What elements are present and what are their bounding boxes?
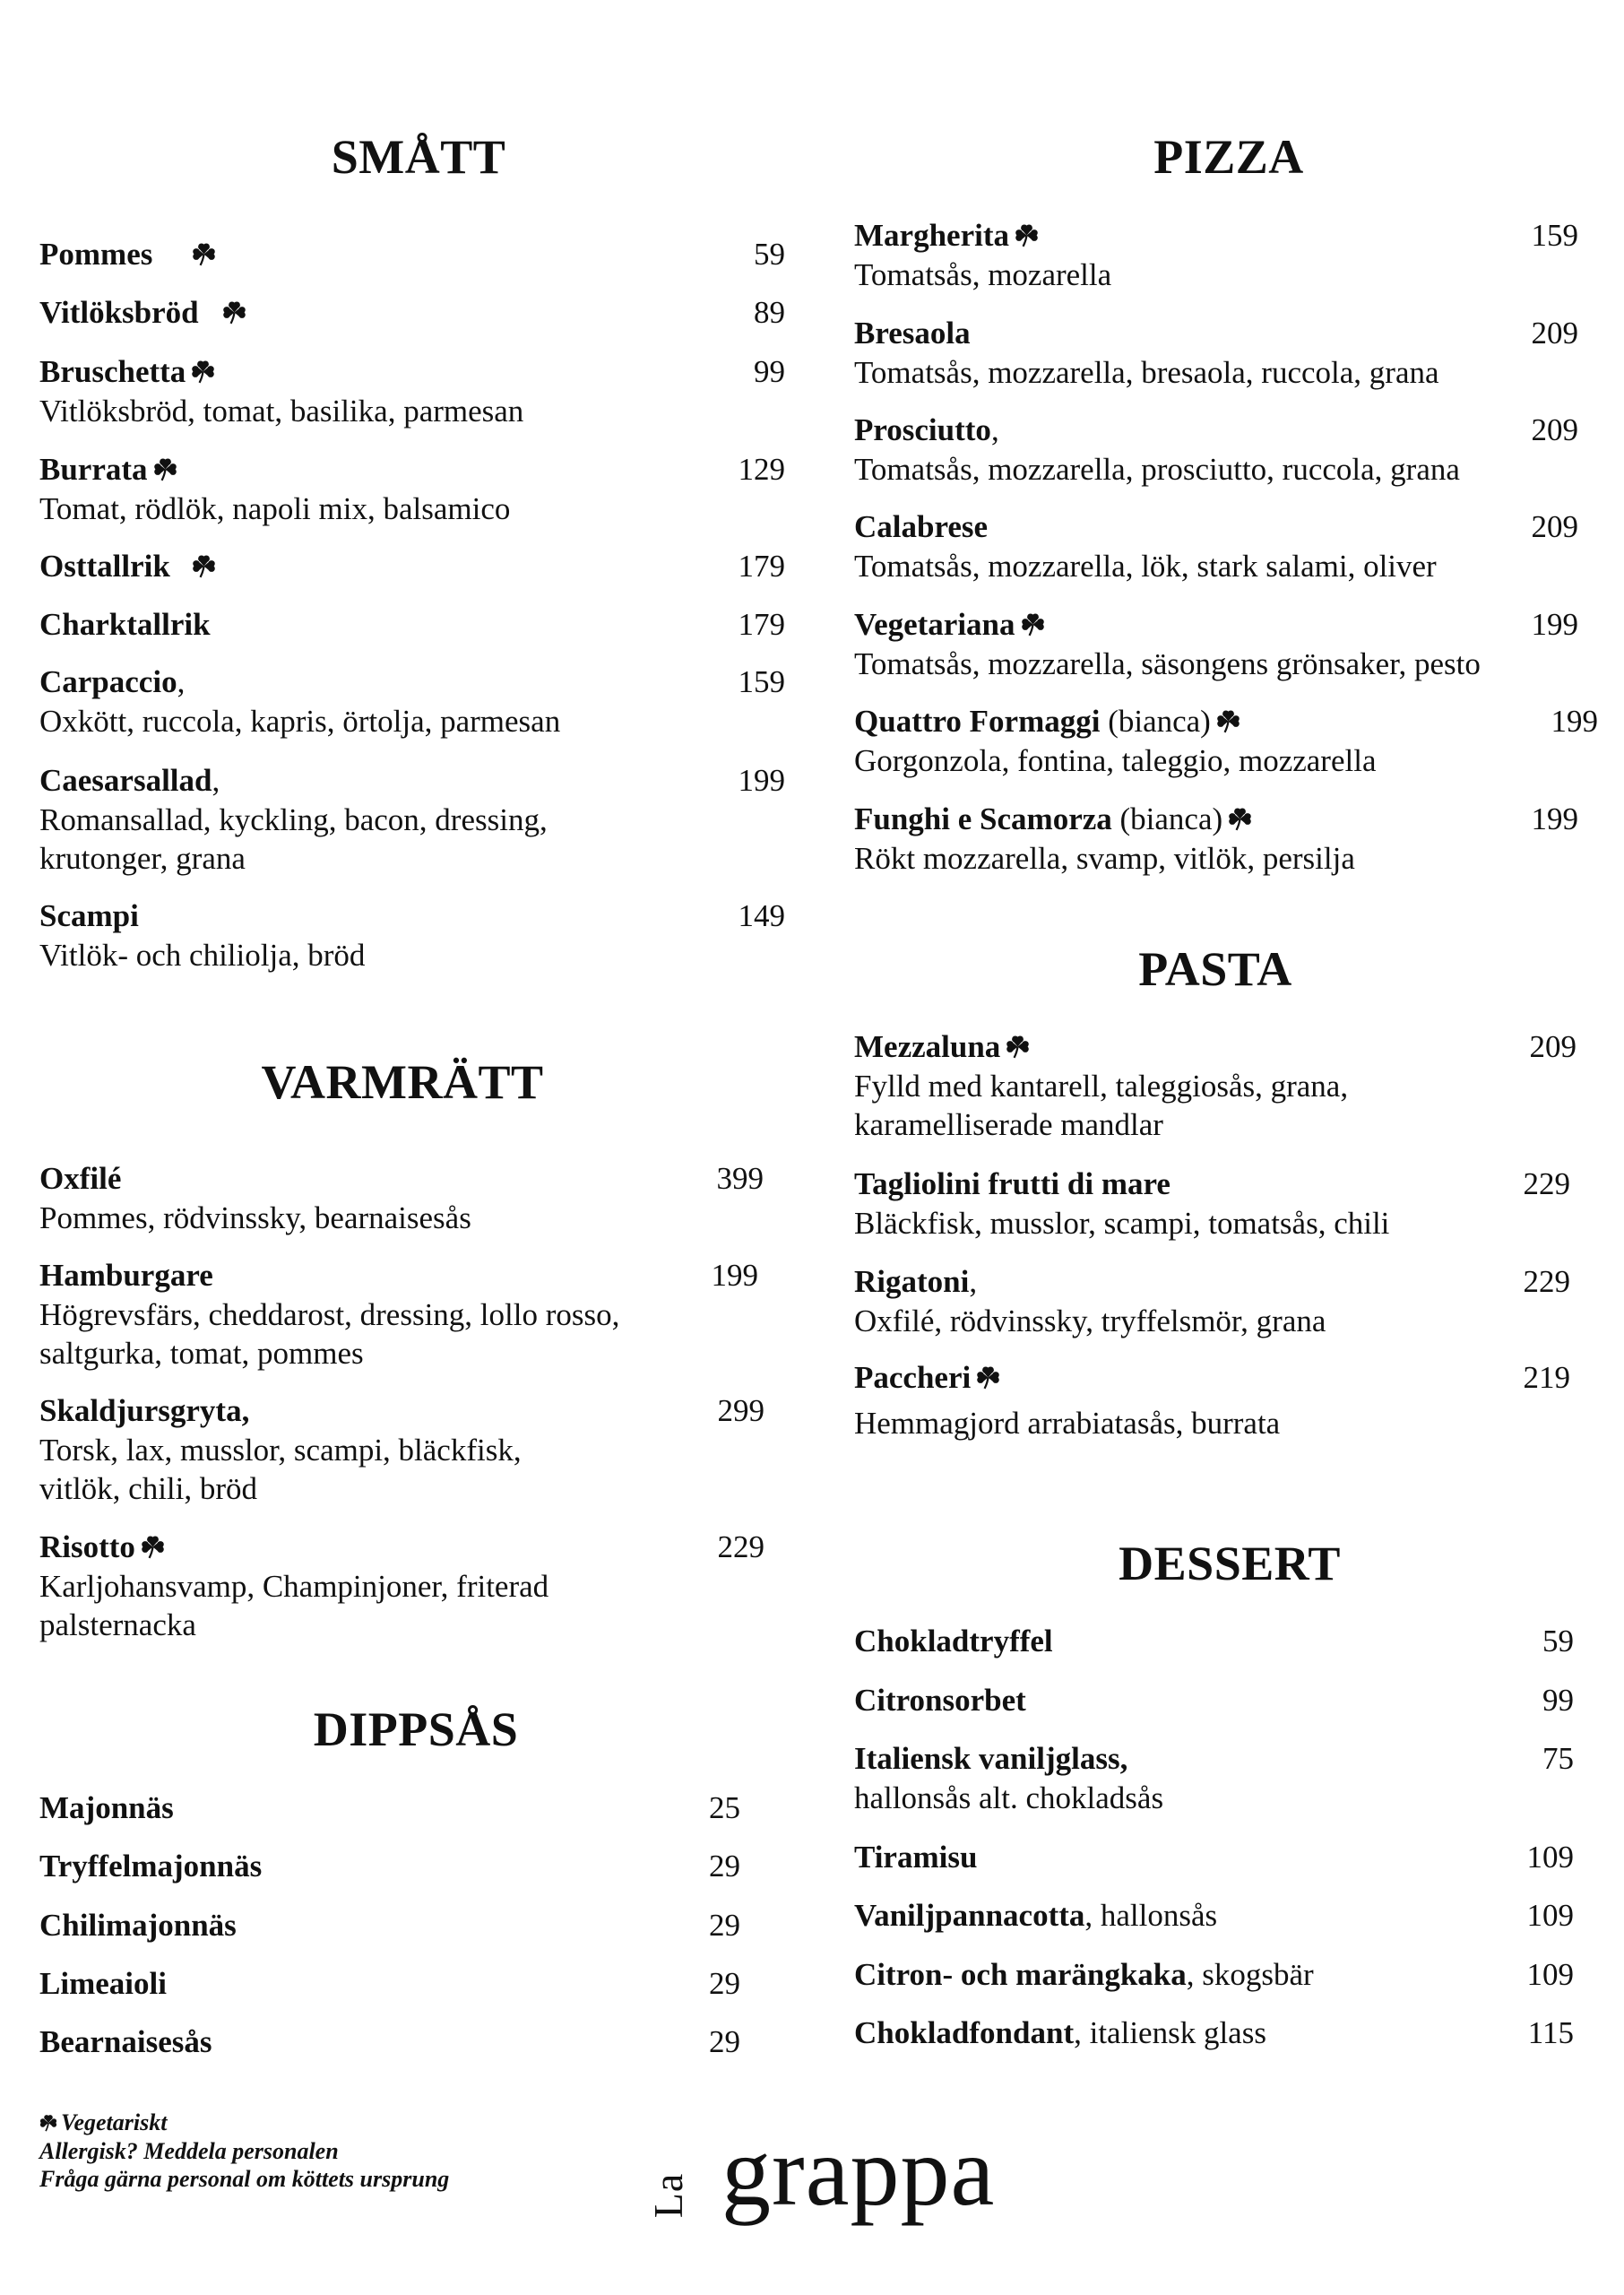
menu-item-chokladfondant: [854, 2014, 1574, 2053]
item-price: 59: [1542, 1624, 1574, 1658]
item-name: Chilimajonnäs: [39, 1908, 237, 1943]
item-name: Rigatoni: [854, 1264, 970, 1299]
item-description: Högrevsfärs, cheddarost, dressing, lollo rosso,: [39, 1296, 620, 1332]
menu-item-margherita: [854, 216, 1578, 294]
item-description: Bläckfisk, musslor, scampi, tomatsås, chili: [854, 1205, 1390, 1241]
vegetarian-clover-icon: [1015, 223, 1039, 247]
menu-item-charktallrik: [39, 605, 785, 645]
menu-item-vitloksbrod: [39, 293, 785, 333]
item-price: 209: [1531, 509, 1578, 544]
item-description: Karljohansvamp, Champinjoner, friterad: [39, 1568, 549, 1604]
item-name: Citron- och marängkaka: [854, 1957, 1187, 1992]
item-price: 149: [738, 898, 785, 933]
item-name: Limeaioli: [39, 1966, 167, 2001]
item-name: Italiensk vaniljglass,: [854, 1741, 1128, 1776]
menu-item-calabrese: [854, 507, 1578, 585]
item-price: 99: [754, 354, 785, 389]
menu-item-prosciutto: [854, 411, 1578, 489]
item-name: Carpaccio: [39, 664, 177, 699]
item-price: 199: [1551, 704, 1598, 739]
item-price: 199: [738, 763, 785, 798]
item-name: Burrata: [39, 452, 148, 487]
item-name: Funghi e Scamorza: [854, 801, 1112, 836]
item-price: 99: [1542, 1683, 1574, 1718]
item-price: 209: [1531, 316, 1578, 351]
item-name: Tagliolini frutti di mare: [854, 1166, 1170, 1201]
menu-item-vegetariana: [854, 605, 1578, 683]
item-description: Pommes, rödvinssky, bearnaisesås: [39, 1199, 471, 1235]
section-title-pizza: PIZZA: [1153, 130, 1304, 184]
item-price: 109: [1526, 1898, 1574, 1933]
item-description: Tomatsås, mozzarella, bresaola, ruccola, grana: [854, 354, 1439, 390]
menu-item-bearnaisesas: [39, 2022, 740, 2062]
item-name-suffix: , italiensk glass: [1074, 2015, 1266, 2050]
item-name-suffix: (bianca): [1111, 801, 1223, 836]
item-description: Tomatsås, mozzarella, lök, stark salami, oliver: [854, 548, 1437, 584]
menu-item-chilimajonnas: [39, 1906, 740, 1945]
menu-item-burrata: [39, 450, 785, 528]
item-name-suffix: ,: [969, 1264, 978, 1299]
meat-origin-note: Fråga gärna personal om köttets ursprung: [39, 2166, 450, 2192]
item-description: saltgurka, tomat, pommes: [39, 1336, 364, 1371]
item-price: 179: [738, 549, 785, 584]
item-price: 209: [1531, 412, 1578, 447]
vegetarian-clover-icon: [192, 554, 216, 578]
item-name: Prosciutto: [854, 412, 991, 447]
item-name: Bresaola: [854, 316, 971, 351]
menu-item-skaldjursgryta: [39, 1391, 764, 1509]
vegetarian-clover-icon: [1228, 807, 1252, 831]
item-name: Quattro Formaggi: [854, 704, 1101, 739]
menu-item-quattro-formaggi: [854, 702, 1598, 780]
item-name: Charktallrik: [39, 607, 211, 642]
item-price: 229: [1523, 1264, 1570, 1299]
item-description: Tomatsås, mozzarella, säsongens grönsaker, pesto: [854, 645, 1481, 681]
item-description: vitlök, chili, bröd: [39, 1471, 258, 1506]
item-price: 89: [754, 295, 785, 330]
menu-item-mezzaluna: [854, 1027, 1576, 1145]
item-name: Hamburgare: [39, 1258, 213, 1293]
menu-item-tagliolini: [854, 1165, 1570, 1243]
menu-item-tiramisu: [854, 1838, 1574, 1877]
section-title-pasta: PASTA: [1138, 942, 1292, 996]
vegetarian-clover-icon: [191, 359, 215, 384]
menu-item-paccheri: [854, 1358, 1570, 1442]
item-description: Tomatsås, mozzarella, prosciutto, ruccola, grana: [854, 451, 1460, 487]
item-price: 399: [716, 1161, 764, 1196]
menu-item-tryffelmajonnas: [39, 1847, 740, 1886]
item-name-suffix: (bianca): [1100, 704, 1211, 739]
menu-item-citronsorbet: [854, 1681, 1574, 1720]
menu-item-bresaola: [854, 314, 1578, 392]
vegetarian-clover-icon: [39, 2114, 57, 2132]
item-description: Vitlök- och chiliolja, bröd: [39, 937, 366, 973]
vegetarian-clover-icon: [1006, 1035, 1030, 1059]
item-name-suffix: , skogsbär: [1186, 1957, 1314, 1992]
item-name: Bruschetta: [39, 354, 186, 389]
item-name: Chokladtryffel: [854, 1624, 1053, 1658]
item-description: karamelliserade mandlar: [854, 1107, 1163, 1142]
legend-vegetarian: [39, 2109, 449, 2137]
item-name-suffix: ,: [990, 412, 999, 447]
item-description: Gorgonzola, fontina, taleggio, mozzarella: [854, 742, 1377, 778]
item-name: Skaldjursgryta,: [39, 1393, 250, 1428]
item-name: Oxfilé: [39, 1161, 122, 1196]
menu-item-limeaioli: [39, 1964, 740, 2004]
menu-item-bruschetta: [39, 352, 785, 430]
item-price: 29: [709, 2024, 740, 2059]
menu-item-funghi-e-scamorza: [854, 800, 1578, 878]
menu-item-osttallrik: [39, 547, 785, 586]
item-description: Vitlöksbröd, tomat, basilika, parmesan: [39, 393, 524, 429]
menu-item-oxfile: [39, 1159, 764, 1237]
item-description: Tomatsås, mozarella: [854, 256, 1112, 292]
item-description: Torsk, lax, musslor, scampi, bläckfisk,: [39, 1432, 522, 1468]
item-price: 199: [1531, 801, 1578, 836]
item-name: Chokladfondant: [854, 2015, 1075, 2050]
item-name: Bearnaisesås: [39, 2024, 212, 2059]
menu-item-citron-och-marangkaka: [854, 1955, 1574, 1995]
item-description: Romansallad, kyckling, bacon, dressing,: [39, 801, 548, 837]
menu-item-risotto: [39, 1528, 764, 1645]
vegetarian-clover-icon: [1216, 709, 1240, 733]
menu-item-hamburgare: [39, 1256, 758, 1373]
item-price: 159: [1531, 218, 1578, 253]
item-description: Oxkött, ruccola, kapris, örtolja, parmesan: [39, 703, 561, 739]
item-price: 199: [1531, 607, 1578, 642]
item-name-suffix: ,: [212, 763, 220, 798]
menu-item-carpaccio: [39, 663, 785, 740]
item-price: 199: [711, 1258, 758, 1293]
item-price: 229: [1523, 1166, 1570, 1201]
menu-item-majonnas: [39, 1788, 740, 1828]
item-description: palsternacka: [39, 1607, 196, 1642]
item-price: 129: [738, 452, 785, 487]
menu-item-caesarsallad: [39, 761, 785, 879]
item-price: 229: [717, 1529, 764, 1564]
item-price: 75: [1542, 1741, 1574, 1776]
section-title-smatt: SMÅTT: [331, 130, 506, 184]
menu-item-pommes: [39, 235, 785, 274]
item-description: Tomat, rödlök, napoli mix, balsamico: [39, 490, 511, 526]
item-description: Rökt mozzarella, svamp, vitlök, persilja: [854, 840, 1355, 876]
item-price: 109: [1526, 1957, 1574, 1992]
vegetarian-clover-icon: [141, 1535, 165, 1559]
item-name: Risotto: [39, 1529, 135, 1564]
item-price: 25: [709, 1790, 740, 1825]
item-description: krutonger, grana: [39, 841, 246, 876]
item-price: 109: [1526, 1840, 1574, 1875]
item-name: Margherita: [854, 218, 1009, 253]
item-name-suffix: ,: [177, 664, 186, 699]
item-name: Osttallrik: [39, 549, 170, 584]
item-description: Oxfilé, rödvinssky, tryffelsmör, grana: [854, 1303, 1326, 1338]
item-name: Tiramisu: [854, 1840, 978, 1875]
item-name: Majonnäs: [39, 1790, 174, 1825]
item-price: 29: [709, 1849, 740, 1884]
item-price: 209: [1529, 1029, 1576, 1064]
item-price: 29: [709, 1908, 740, 1943]
legend-vegetarian-label: Vegetariskt: [61, 2109, 168, 2135]
item-name: Scampi: [39, 898, 139, 933]
item-name: Paccheri: [854, 1360, 972, 1395]
item-name: Mezzaluna: [854, 1029, 1001, 1064]
item-price: 179: [738, 607, 785, 642]
item-price: 59: [754, 237, 785, 272]
footnote: [39, 2109, 449, 2194]
item-name: Pommes: [39, 237, 153, 272]
menu-item-vaniljpannacotta: [854, 1896, 1574, 1936]
vegetarian-clover-icon: [976, 1365, 1000, 1390]
item-name: Citronsorbet: [854, 1683, 1026, 1718]
logo-name: grappa: [721, 2117, 996, 2226]
vegetarian-clover-icon: [1021, 612, 1045, 637]
item-name: Tryffelmajonnäs: [39, 1849, 263, 1884]
menu-item-chokladtryffel: [854, 1622, 1574, 1661]
item-price: 159: [738, 664, 785, 699]
item-price: 115: [1527, 2015, 1574, 2050]
item-name: Vegetariana: [854, 607, 1015, 642]
item-name-suffix: , hallonsås: [1084, 1898, 1218, 1933]
item-price: 29: [709, 1966, 740, 2001]
item-name: Vitlöksbröd: [39, 295, 199, 330]
menu-item-italiensk-vaniljglass: [854, 1739, 1574, 1817]
logo-prefix: La: [645, 2172, 691, 2219]
item-name: Calabrese: [854, 509, 989, 544]
menu-item-rigatoni: [854, 1262, 1570, 1340]
section-title-dippsas: DIPPSÅS: [313, 1702, 519, 1756]
item-description: Fylld med kantarell, taleggiosås, grana,: [854, 1068, 1349, 1104]
section-title-dessert: DESSERT: [1119, 1537, 1341, 1590]
vegetarian-clover-icon: [222, 300, 246, 325]
vegetarian-clover-icon: [192, 242, 216, 266]
item-price: 299: [717, 1393, 764, 1428]
allergy-note: Allergisk? Meddela personalen: [39, 2137, 339, 2164]
item-description: hallonsås alt. chokladsås: [854, 1780, 1164, 1815]
item-description: Hemmagjord arrabiatasås, burrata: [854, 1405, 1281, 1441]
item-name: Vaniljpannacotta: [854, 1898, 1085, 1933]
vegetarian-clover-icon: [153, 457, 177, 481]
item-price: 219: [1523, 1360, 1570, 1395]
menu-item-scampi: [39, 896, 785, 974]
item-name: Caesarsallad: [39, 763, 212, 798]
section-title-varmratt: VARMRÄTT: [261, 1055, 544, 1109]
